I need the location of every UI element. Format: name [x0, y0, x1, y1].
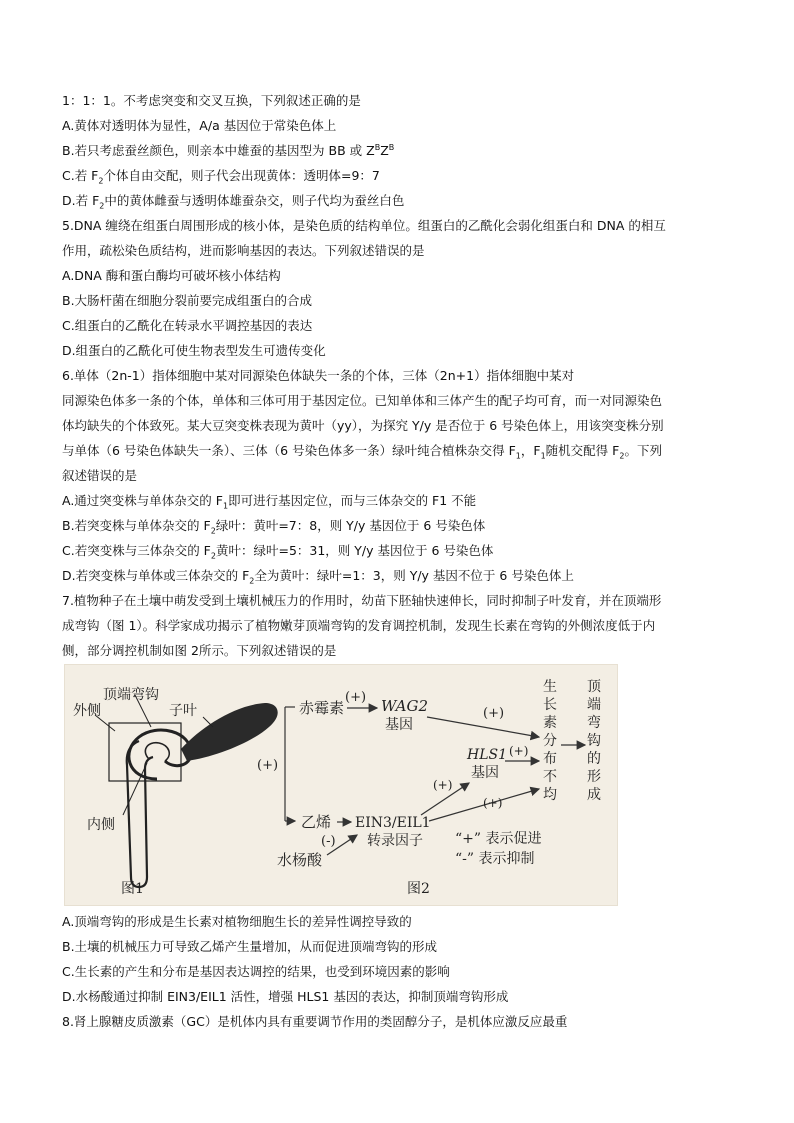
- text-line: 侧，部分调控机制如图 2所示。下列叙述错误的是: [62, 643, 337, 658]
- label-inner: 内侧: [87, 817, 115, 833]
- option-a: A.顶端弯钩的形成是生长素对植物细胞生长的差异性调控导致的: [62, 914, 412, 929]
- svg-text:长: 长: [543, 697, 557, 713]
- text-line: 1：1：1。不考虑突变和交叉互换，下列叙述正确的是: [62, 93, 361, 108]
- option-a: A.DNA 酶和蛋白酶均可破坏核小体结构: [62, 268, 281, 283]
- text-line: 成弯钩（图 1）。科学家成功揭示了植物嫩芽顶端弯钩的发育调控机制，发现生长素在弯钩的外侧浓度低于内: [62, 618, 656, 633]
- svg-text:不: 不: [543, 769, 557, 785]
- apical-hook-shape: [129, 730, 191, 779]
- legend-inhibit: “-” 表示抑制: [455, 851, 535, 867]
- svg-text:生: 生: [543, 679, 557, 695]
- svg-text:形: 形: [587, 769, 601, 785]
- node-auxin-distribution: [543, 678, 557, 803]
- svg-text:素: 素: [543, 715, 557, 731]
- figure-2: [257, 678, 602, 897]
- svg-text:顶: 顶: [587, 679, 601, 695]
- option-b: B.若只考虑蚕丝颜色，则亲本中雄蚕的基因型为 BB 或 $Z^BZ^B$: [62, 142, 395, 158]
- minus-sa-ein3: (-): [321, 834, 336, 849]
- figure-2-caption: 图2: [407, 881, 430, 897]
- svg-text:布: 布: [543, 751, 557, 767]
- plus-left: (+): [257, 758, 279, 773]
- plus-hls1-auxin: (+): [509, 744, 529, 758]
- label-hook: 顶端弯钩: [103, 687, 159, 703]
- legend-promote: “+” 表示促进: [455, 831, 542, 847]
- svg-text:均: 均: [543, 787, 557, 803]
- option-c: C.若突变株与三体杂交的 $F_2$黄叶：绿叶=5：31，则 Y/y 基因位于 6 号染色体: [62, 543, 494, 561]
- node-ein3-eil1: EIN3/EIL1: [355, 815, 431, 831]
- node-wag2: WAG2: [381, 697, 429, 715]
- question-6: 6.单体（2n-1）指体细胞中某对同源染色体缺失一条的个体，三体（2n+1）指体细胞中某对: [62, 368, 575, 383]
- node-hook-formation: [587, 679, 602, 803]
- option-b: B.若突变株与单体杂交的 $F_2$绿叶：黄叶=7：8，则 Y/y 基因位于 6 号染色体: [62, 518, 486, 536]
- figure-1: [73, 686, 278, 897]
- option-c: C.组蛋白的乙酰化在转录水平调控基因的表达: [62, 318, 313, 333]
- label-cotyledon: 子叶: [169, 703, 197, 719]
- text-line: 体均缺失的个体致死。某大豆突变株表现为黄叶（yy），为探究 Y/y 是否位于 6 号染色体上，用该突变株分别: [62, 418, 664, 433]
- text-line: 作用，疏松染色质结构，进而影响基因的表达。下列叙述错误的是: [62, 243, 425, 258]
- option-d: D.水杨酸通过抑制 EIN3/EIL1 活性，增强 HLS1 基因的表达，抑制顶端弯钩形成: [62, 989, 509, 1004]
- option-b: B.大肠杆菌在细胞分裂前要完成组蛋白的合成: [62, 293, 313, 308]
- svg-text:弯: 弯: [587, 715, 601, 731]
- plus-ein3-hls1: (+): [433, 778, 453, 792]
- option-a: A.通过突变株与单体杂交的 $F_1$即可进行基因定位，而与三体杂交的 F1 不能: [62, 493, 477, 511]
- hook-inner-curve: [145, 743, 169, 761]
- question-5: 5.DNA 缠绕在组蛋白周围形成的核小体，是染色质的结构单位。组蛋白的乙酰化会弱化组蛋白和 DNA 的相互: [62, 218, 666, 233]
- node-salicylic-acid: 水杨酸: [277, 851, 323, 869]
- figure-1-caption: 图1: [121, 881, 144, 897]
- option-d: D.若 $F_2$中的黄体雌蚕与透明体雄蚕杂交，则子代均为蚕丝白色: [62, 193, 405, 211]
- node-ethylene: 乙烯: [301, 813, 332, 831]
- plus-gib-wag2: (+): [345, 690, 367, 705]
- node-wag2-gene: 基因: [385, 717, 413, 733]
- node-transcription-factor: 转录因子: [367, 833, 423, 849]
- text-line: 与单体（6 号染色体缺失一条）、三体（6 号染色体多一条）绿叶纯合植株杂交得 $F_1$，$F_1$随机交配得 $F_2$。下列: [62, 443, 662, 461]
- figure-hook-diagram: [64, 664, 618, 906]
- svg-text:钩: 钩: [587, 733, 601, 749]
- plus-wag2-auxin: (+): [483, 706, 505, 721]
- node-hls1: HLS1: [467, 747, 508, 763]
- text-line: 同源染色体多一条的个体，单体和三体可用于基因定位。已知单体和三体产生的配子均可育，而一对同源染色: [62, 393, 663, 408]
- option-b: B.土壤的机械压力可导致乙烯产生量增加，从而促进顶端弯钩的形成: [62, 939, 438, 954]
- question-7: 7.植物种子在土壤中萌发受到土壤机械压力的作用时，幼苗下胚轴快速伸长，同时抑制子叶发育，并在顶端形: [62, 593, 662, 608]
- figure-svg: [65, 665, 617, 905]
- question-8: 8.肾上腺糖皮质激素（GC）是机体内具有重要调节作用的类固醇分子，是机体应激反应最重: [62, 1014, 568, 1029]
- option-c: C.若 $F_2$个体自由交配，则子代会出现黄体：透明体=9：7: [62, 168, 380, 186]
- svg-text:分: 分: [543, 733, 557, 749]
- node-hls1-gene: 基因: [471, 765, 499, 781]
- option-c: C.生长素的产生和分布是基因表达调控的结果，也受到环境因素的影响: [62, 964, 450, 979]
- option-d: D.若突变株与单体或三体杂交的 $F_2$全为黄叶：绿叶=1：3，则 Y/y 基因不位于 6 号染色体上: [62, 568, 574, 586]
- text-line: 叙述错误的是: [62, 468, 138, 483]
- option-d: D.组蛋白的乙酰化可使生物表型发生可遗传变化: [62, 343, 326, 358]
- svg-text:端: 端: [587, 697, 601, 713]
- plus-ein3-auxin: (+): [483, 796, 503, 810]
- svg-text:的: 的: [587, 751, 601, 767]
- node-gibberellin: 赤霉素: [299, 699, 345, 717]
- label-outer: 外侧: [73, 703, 101, 719]
- option-a: A.黄体对透明体为显性，A/a 基因位于常染色体上: [62, 118, 337, 133]
- svg-text:成: 成: [587, 787, 601, 803]
